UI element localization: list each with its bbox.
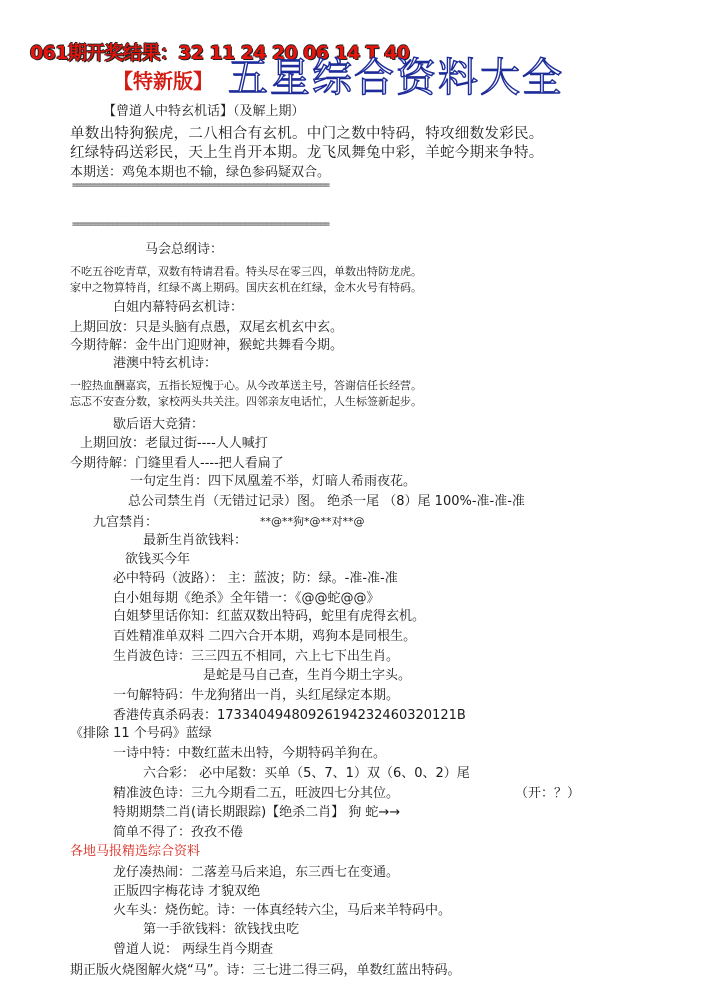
info-line: 正版四字梅花诗 才貌双绝: [113, 884, 261, 899]
section-title: 各地马报精选综合资料: [70, 844, 201, 859]
poem-title: 马会总纲诗：: [145, 242, 224, 257]
info-line: 期正版火烧图解火烧“马”。诗：三七进二得三码，单数红蓝出特码。: [70, 963, 461, 978]
info-line: 第一手欲钱料：欲钱找虫吃: [143, 922, 300, 937]
riddle-title: 歇后语大竞猜：: [113, 417, 205, 432]
verse-line: 单数出特狗猴虎，二八相合有玄机。中门之数中特码，特攻细数发彩民。: [70, 126, 544, 142]
info-title: 最新生肖欲钱料：: [143, 533, 248, 548]
info-line: 一诗中特：中数红蓝未出特，今期特码羊狗在。: [113, 746, 387, 761]
info-line: 一句定生肖：四下凤凰羞不举，灯暗人希雨夜花。: [130, 474, 417, 489]
draw-result-banner: 061期开奖结果：32 11 24 20 06 14 T 40: [30, 42, 410, 64]
edition-label: 【特新版】: [113, 69, 213, 93]
poem-title: 港澳中特玄机诗：: [113, 356, 218, 371]
info-label: 九宫禁肖：: [93, 515, 159, 530]
info-line: 特期期禁二肖(请长期跟踪)【绝杀二肖】 狗 蛇→→: [113, 805, 401, 820]
info-line: 白姐梦里话你知：红蓝双数出特码，蛇里有虎得玄机。: [113, 609, 426, 624]
info-line: 一句解特码：牛龙狗猪出一肖，头红尾绿定本期。: [113, 688, 400, 703]
info-line: 六合彩： 必中尾数：买单（5、7、1）双（6、0、2）尾: [143, 766, 470, 781]
poem-line: 上期回放：只是头脑有点愚，双尾玄机玄中玄。: [70, 320, 344, 335]
info-line: 龙仔凑热闹：二落差马后来追，东三西七在变通。: [113, 865, 400, 880]
riddle-line: 上期回放：老鼠过街----人人喊打: [80, 436, 268, 451]
poem-line: 家中之物算特肖，红绿不离上期码。国庆玄机在红绿，金木火号有特码。: [70, 281, 422, 294]
verse-line: 红绿特码送彩民，天上生肖开本期。龙飞凤舞兔中彩，羊蛇今期来争特。: [70, 145, 544, 161]
info-line: 生肖波色诗：三三四五不相同，六上七下出生肖。: [113, 649, 400, 664]
poem-line: 一腔热血酬嘉宾，五指长短愧于心。从今改革送主号，答谢信任长经营。: [70, 379, 422, 392]
info-line: 香港传真杀码表：17334049480926194232460320121B: [113, 708, 466, 723]
info-line: 精准波色诗：三九今期看二五，旺波四七分其位。: [113, 786, 400, 801]
info-line: 《排除 11 个号码》蓝绿: [70, 726, 212, 741]
verse-line: 本期送：鸡兔本期也不输，绿色参码疑双合。: [70, 165, 331, 180]
divider: ==========================================================: [72, 219, 329, 230]
info-note: （开：？）: [515, 786, 581, 801]
divider: ==========================================================: [72, 180, 329, 191]
info-line: 百姓精准单双料 二四六合开本期，鸡狗本是同根生。: [113, 629, 417, 644]
poem-line: 不吃五谷吃青草，双数有特请君看。特头尽在零三四，单数出特防龙虎。: [70, 265, 422, 278]
info-line: 白小姐每期《绝杀》全年错一：《@@蛇@@》: [113, 591, 380, 606]
info-line: 曾道人说： 两绿生肖今期查: [113, 942, 274, 957]
poem-title: 白姐内幕特码玄机诗：: [113, 300, 244, 315]
info-line: 火车头：烧伤蛇。诗：一体真经转六尘，马后来羊特码中。: [113, 903, 452, 918]
info-line: 必中特码（波路）： 主：蓝波；防：绿。-准-准-准: [113, 571, 398, 586]
info-value: **@**狗*@**对**@: [260, 515, 365, 528]
section-heading: 【曾道人中特玄机话】（及解上期）: [103, 104, 305, 119]
riddle-line: 今期待解：门缝里看人----把人看扁了: [70, 456, 284, 471]
poem-line: 今期待解：金牛出门迎财神，猴蛇共舞看今期。: [70, 338, 344, 353]
info-line: 欲钱买今年: [125, 552, 191, 567]
info-line: 是蛇是马自己查，生肖今期土字头。: [203, 668, 412, 683]
page-title: 五星综合资料大全: [228, 55, 564, 101]
poem-line: 忘忑不安查分数，家校两头共关注。四邻亲友电话忙，人生标签新起步。: [70, 395, 422, 408]
info-line: 总公司禁生肖（无错过记录）图。 绝杀一尾 （8）尾 100%-准-准-准: [128, 494, 525, 509]
info-line: 简单不得了：孜孜不倦: [113, 825, 244, 840]
